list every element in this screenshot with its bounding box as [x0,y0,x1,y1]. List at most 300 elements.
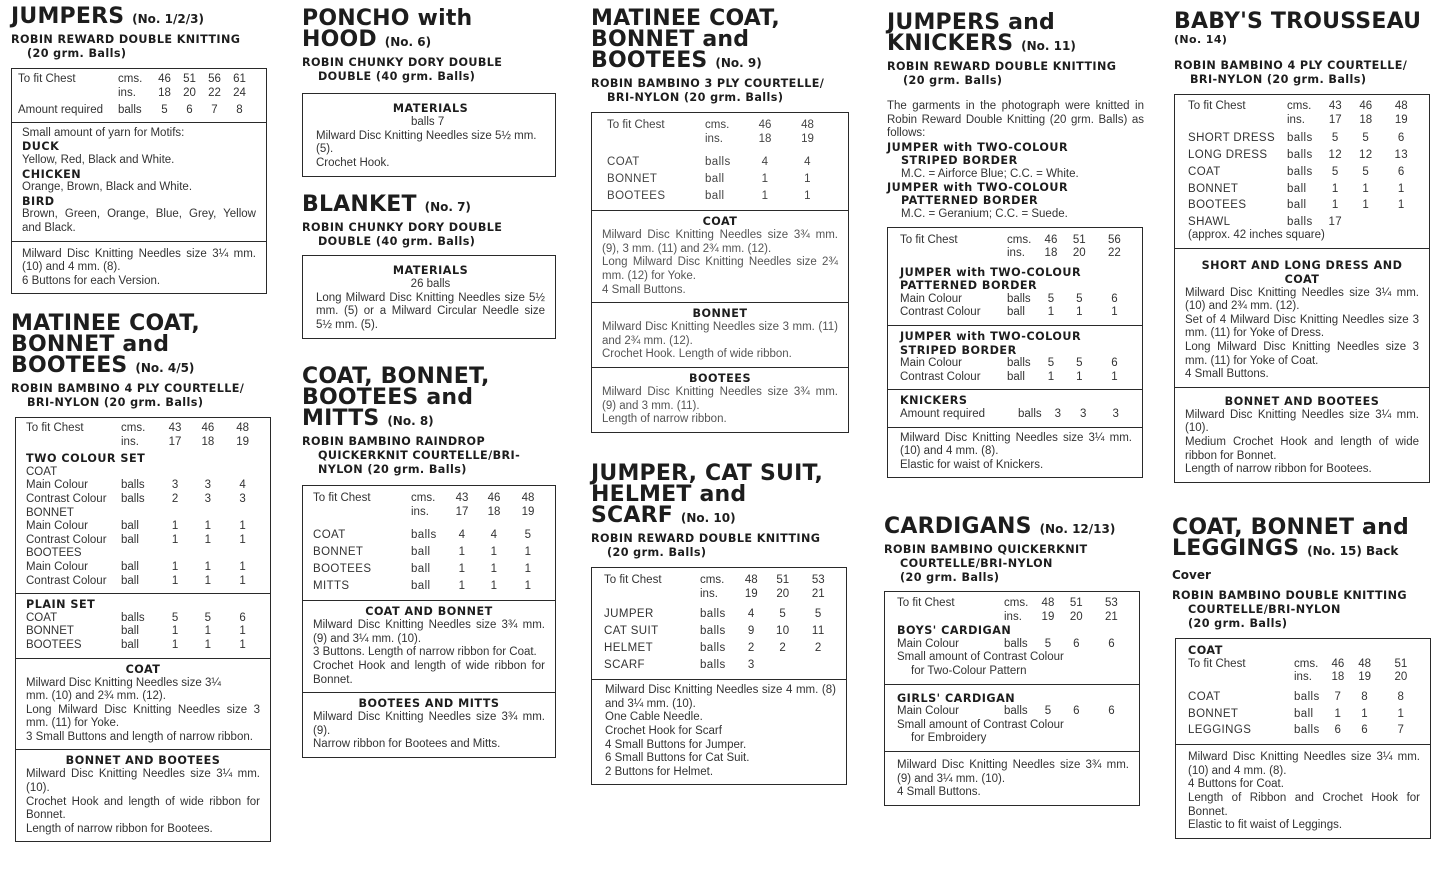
row-unit: balls [700,625,726,638]
pattern-coat-bonnet-mitts-8 [302,366,558,758]
row-unit: ball [121,638,139,651]
row-label: BONNET [313,546,364,559]
cell: 1 [171,574,179,587]
yarn-spec [1172,589,1434,631]
row-unit: balls [121,611,145,624]
row-unit: balls [1287,148,1313,161]
cell: 1 [1397,199,1405,212]
row-unit: balls [705,156,731,169]
table-row [18,104,260,118]
cell: 7 [1334,690,1342,703]
row-unit: balls [1007,357,1031,370]
yarn-spec [591,77,851,105]
bootees-mitts-materials [303,693,555,757]
pattern-number: (No. 1/2/3) [132,12,204,26]
girls-cardigan-table [885,685,1139,752]
dress-coat-materials [1175,249,1429,388]
row-label: Amount required [900,408,986,421]
row-label: COAT [1188,165,1221,178]
cell: 1 [204,574,212,587]
section-heading: COAT [1284,272,1320,286]
cell: 48 [744,574,758,586]
cell: 5 [524,529,532,542]
cell: 20 [1069,610,1083,623]
table-row [604,574,836,588]
table-row [26,625,260,639]
cell: 1 [171,638,179,651]
row-unit: ball [121,560,139,573]
requirements-box [887,227,1143,479]
cell: 48 [236,422,250,434]
table-row [900,371,1132,385]
row-unit: ball [1287,199,1307,212]
striped-border-table [888,326,1142,390]
plain-set-table [16,594,270,658]
section-heading: BOOTEES [688,371,752,385]
section-text: Milward Disc Knitting Needles size 3¾ mm. (9), 3 mm. (11) and 2¾ mm. (12). Long Milward Disc Knitting Needles size 2¾ mm. (12) for Yoke. 4 Small Buttons. [602,229,838,296]
yarn-line: BRI-NYLON (20 grm. Balls) [1190,73,1367,86]
cell: 46 [758,119,772,131]
cell: 6 [1397,165,1405,178]
table-row [1188,114,1419,128]
row-label: To fit Chest [897,597,955,609]
cell: 5 [1044,637,1052,650]
bonnet-bootees-materials [16,750,270,841]
pattern-number: (No. 8) [387,414,434,428]
cell: 18 [1359,113,1373,126]
row-label: BOOTEES [1188,199,1247,212]
pattern-title [302,8,558,53]
motif-colours: Brown, Green, Orange, Blue, Grey, Yellow and Black. [22,208,256,234]
row-label: To fit Chest [1188,100,1246,112]
pattern-jumpers-knickers-11 [887,12,1144,478]
cell: 7 [1397,724,1405,737]
row-label: To fit Chest [607,119,665,131]
table-row [26,534,260,548]
pattern-number: (No. 6) [384,35,432,49]
cell: 18 [758,132,772,145]
motif-section [12,123,266,242]
cell: 5 [1076,357,1083,370]
cell: 61 [233,73,246,85]
yarn-line: ROBIN CHUNKY DORY DOUBLE [302,56,503,69]
cell: 1 [239,638,246,651]
yarn-line: ROBIN BAMBINO 4 PLY COURTELLE/ [1174,59,1408,72]
row-label: LEGGINGS [1188,724,1252,737]
size-table [885,592,1139,685]
row-unit: ball [121,625,139,638]
row-unit: balls [1287,216,1313,229]
section-heading: BONNET [692,307,748,321]
table-row [1188,164,1419,181]
row-label: To fit Chest [1188,657,1246,670]
row-unit: ball [411,563,431,576]
title-text: PONCHO with [302,6,473,31]
title-text: MITTS [302,406,380,431]
garment-heading: BOYS' CARDIGAN [897,624,1012,638]
table-row [1188,197,1419,214]
title-text: BABY'S TROUSSEAU [1174,9,1422,34]
row-unit: cms. [1287,100,1312,112]
title-text: JUMPERS and [887,10,1055,35]
cell: 43 [1328,100,1342,112]
row-unit: balls [1287,165,1313,178]
title-text: BONNET and [591,27,750,52]
row-unit: ball [705,173,725,186]
table-row [26,422,260,436]
row-unit: balls [1004,637,1028,650]
section-heading: MATERIALS [392,102,469,115]
cell: 6 [1073,705,1080,718]
motif-heading: BIRD [22,194,55,208]
size-table [592,568,846,680]
row-unit: cms. [411,492,436,504]
materials-box [302,255,556,339]
row-unit: cms. [1294,657,1319,670]
cell: 4 [239,479,246,492]
table-row [1188,706,1420,723]
cell: 1 [804,190,811,203]
title-text: BLANKET [302,192,417,217]
size-table [12,69,266,123]
cell: 1 [1076,306,1083,319]
title-text: CARDIGANS [884,514,1032,539]
cell: 5 [1362,165,1370,178]
row-unit: balls [1018,408,1042,421]
row-label: Main Colour [897,637,959,650]
row-unit: ball [705,190,725,203]
pattern-matinee-coat-4-5 [11,313,271,842]
row-label: BONNET [607,173,658,186]
row-unit: balls [700,659,726,672]
cell: 56 [1108,233,1121,246]
row-label: Main Colour [26,520,88,533]
cell: 2 [779,642,787,655]
title-text: JUMPERS [11,4,125,29]
row-label: BONNET [26,506,74,519]
shawl-note: (approx. 42 inches square) [1188,228,1325,241]
pattern-jumpers-1-2-3 [11,6,267,294]
table-row [1188,130,1419,147]
cell: 19 [1358,671,1372,684]
cell: 5 [161,104,168,117]
cell: 1 [524,580,532,593]
row-label: SHAWL [1188,216,1231,229]
cell: 5 [204,611,212,624]
requirements-box [302,485,556,758]
pattern-number: (No. 4/5) [135,361,195,375]
title-text: JUMPER, CAT SUIT, [591,461,824,486]
table-row [604,588,836,602]
row-label: Main Colour [900,357,962,370]
cell: 1 [1331,182,1339,195]
yarn-line: COURTELLE/BRI-NYLON [1188,603,1341,616]
pattern-number: (No. 7) [424,200,471,214]
cell: 48 [1394,100,1408,112]
cell: 1 [1362,182,1370,195]
section-heading: BOOTEES AND MITTS [358,697,500,711]
cell: 46 [1331,657,1345,670]
cell: 12 [1328,148,1343,161]
yarn-line: ROBIN BAMBINO QUICKERKNIT [884,543,1088,556]
garment-heading: PATTERNED BORDER [901,194,1039,207]
yarn-line: BRI-NYLON (20 grm. Balls) [607,91,784,104]
set-heading: PLAIN SET [26,598,96,612]
cell: 5 [1047,357,1055,370]
title-text: BOOTEES and [302,385,474,410]
cell: 5 [1331,165,1339,178]
table-row [26,479,260,493]
pattern-title [1174,11,1432,32]
row-unit: ins. [705,132,723,145]
cell: 19 [236,435,250,448]
row-unit: ins. [700,587,718,600]
pattern-title [302,194,558,218]
yarn-line: (20 grm. Balls) [1188,617,1288,630]
cell: 2 [814,642,822,655]
title-text: LEGGINGS [1172,536,1300,561]
garment-heading: COAT [1188,644,1223,657]
row-unit: ball [411,546,431,559]
materials-text: Milward Disc Knitting Needles size 3¼ mm. (10) and 4 mm. (8). 4 Buttons for Coat. Length of Ribbon and Crochet Hook for Bonnet. Elastic to fit waist of Leggings. [1188,751,1420,832]
section-text: Milward Disc Knitting Needles size 3¾ mm. (9). Narrow ribbon for Bootees and Mitts. [313,711,545,751]
yarn-line: (20 grm. Balls) [27,47,127,60]
cell: 1 [239,533,246,546]
cell: 6 [1397,132,1405,145]
cell: 7 [211,104,218,117]
table-row [313,506,545,520]
title-text: COAT, BONNET, [302,364,490,389]
table-row [26,493,260,507]
cell [801,657,836,674]
row-unit: ball [121,520,139,533]
table-row [26,612,260,626]
row-label: Amount required [18,104,104,117]
cell: 46 [487,492,501,504]
cell: 5 [814,608,822,621]
cell [1384,214,1419,231]
row-label: Main Colour [26,479,88,492]
cell: 1 [524,546,532,559]
cell: 1 [1334,707,1342,720]
cell: 1 [204,520,212,533]
cell: 1 [490,546,498,559]
row-label: CAT SUIT [604,625,659,638]
cell: 56 [208,73,221,85]
materials-balls: balls 7 [411,116,445,128]
cell: 5 [1362,132,1370,145]
materials-balls: 26 balls [410,278,451,290]
table-row [26,436,260,450]
table-row [26,507,260,521]
pattern-title [1172,517,1434,586]
row-label: HELMET [604,642,654,655]
cell: 6 [186,104,193,117]
size-table [592,113,848,211]
materials-text: Milward Disc Knitting Needles size 4 mm. (8) and 3¼ mm. (10). One Cable Needle. Crochet Hook for Scarf 4 Small Buttons for Jumper. 6 Small Buttons for Cat Suit. 2 Buttons for Helmet. [605,684,836,778]
row-unit: balls [1294,690,1320,703]
table-row [607,154,838,171]
pattern-title [302,366,558,432]
cell: 5 [1076,292,1083,305]
yarn-spec [1174,59,1432,87]
cell: 1 [761,190,769,203]
row-label: To fit Chest [26,422,84,434]
title-text: BOOTEES [591,48,708,73]
materials-text: Milward Disc Knitting Needles size 3¼ mm. (10) and 4 mm. (8). Elastic for waist of Knickers. [900,431,1132,471]
section-heading: SHORT AND LONG DRESS AND [1201,258,1403,272]
row-unit: balls [411,529,437,542]
yarn-line: QUICKERKNIT COURTELLE/BRI- [318,449,521,462]
colour-spec: M.C. = Geranium; C.C. = Suede. [901,208,1068,220]
pattern-matinee-coat-9 [591,8,851,433]
row-label: COAT [313,529,346,542]
section-text: Milward Disc Knitting Needles size 3 mm. (11) and 2¾ mm. (12). Crochet Hook. Length of wide ribbon. [602,321,838,361]
cell: 6 [1108,705,1115,718]
table-row [26,575,260,589]
row-unit: ball [1007,370,1025,383]
title-text: HOOD [302,27,377,52]
row-label [313,506,411,520]
intro-text: The garments in the photograph were knitted in Robin Reward Double Knitting (20 grm. Balls) as follows: [887,100,1144,139]
cell: 53 [1105,597,1118,609]
yarn-line: ROBIN BAMBINO RAINDROP [302,435,486,448]
cell: 18 [487,505,501,518]
pattern-title [887,12,1144,57]
garment-heading: KNICKERS [900,394,968,408]
table-row [604,640,836,657]
cell: 53 [811,574,825,586]
motif-colours: Yellow, Red, Black and White. [22,153,175,166]
size-table [1175,95,1429,249]
cell: 19 [744,587,758,600]
pattern-title [884,516,1142,540]
row-label: BONNET [1188,707,1239,720]
row-unit: balls [121,492,145,505]
row-label: BONNET [26,625,74,638]
cell: 5 [171,611,179,624]
yarn-spec [591,532,851,560]
cell: 3 [1079,408,1087,421]
yarn-line: DOUBLE (40 grm. Balls) [318,235,476,248]
row-label: SCARF [604,659,645,672]
table-row [1188,671,1420,685]
yarn-spec [302,435,558,477]
section-heading: BONNET AND BOOTEES [1224,394,1380,408]
table-row [900,408,1132,422]
table-row [1188,658,1420,672]
cell: 1 [171,520,179,533]
materials-text: Milward Disc Knitting Needles size 3¾ mm. (9) and 3¼ mm. (10). 4 Small Buttons. [897,758,1129,799]
materials-section [303,256,555,338]
cell: 43 [168,422,182,434]
yarn-line: ROBIN REWARD DOUBLE KNITTING [591,532,821,545]
cell: 1 [458,546,466,559]
row-label [1188,671,1294,685]
pattern-poncho-6 [302,8,558,177]
table-row [26,547,260,561]
yarn-line: ROBIN BAMBINO 3 PLY COURTELLE/ [591,77,825,90]
pattern-coat-bonnet-leggings-15 [1172,517,1434,839]
table-row [1188,722,1420,739]
cell: 8 [1361,690,1369,703]
cell: 17 [455,505,469,518]
cell: 8 [1397,690,1405,703]
coat-bonnet-materials [303,601,555,693]
table-row [897,611,1129,625]
pattern-number: (No. 11) [1021,39,1076,53]
size-table [1176,639,1430,745]
row-unit: balls [700,608,726,621]
pattern-jumper-cat-suit-10 [591,463,851,785]
cell: 3 [747,659,755,672]
pattern-number: (No. 9) [715,56,762,70]
yarn-line: (20 grm. Balls) [607,546,707,559]
cell: 51 [1394,657,1408,670]
section-heading: COAT AND BONNET [365,605,493,619]
requirements-box [1175,638,1431,839]
row-label [900,247,1007,261]
cell: 20 [1072,247,1086,260]
cell: 51 [1072,233,1086,246]
cell: 51 [1069,597,1083,609]
table-row [26,639,260,653]
title-text: BONNET and [11,332,170,357]
yarn-line: ROBIN BAMBINO 4 PLY COURTELLE/ [11,382,245,395]
motif-colours: Orange, Brown, Black and White. [22,181,193,194]
yarn-line: (20 grm. Balls) [900,571,1000,584]
cell: 1 [1397,182,1405,195]
section-text: Milward Disc Knitting Needles size 3¾ mm. (9) and 3¼ mm. (10). 3 Buttons. Length of narrow ribbon for Coat. Crochet Hook and length of wide ribbon for Bonnet. [313,619,545,686]
cell: 6 [1108,637,1115,650]
cell: 3 [239,492,246,505]
table-row [900,357,1132,371]
cell: 48 [1041,597,1055,609]
section-text: Milward Disc Knitting Needles size 3¾ mm. (9) and 3 mm. (11). Length of narrow ribbon. [602,385,838,426]
cell [765,657,800,674]
cell: 1 [171,533,179,546]
cell: 12 [1359,148,1373,161]
yarn-spec [884,543,1142,585]
garment-heading: JUMPER with TWO-COLOUR [900,330,1082,344]
cell: 1 [804,173,811,186]
size-table [16,418,270,594]
cell: 19 [521,505,535,518]
cell: 4 [458,529,466,542]
pattern-title [11,6,267,30]
row-unit: cms. [705,119,730,131]
yarn-line: NYLON (20 grm. Balls) [318,463,467,476]
yarn-line: ROBIN BAMBINO DOUBLE KNITTING [1172,589,1407,602]
size-table [888,228,1142,327]
row-label: Contrast Colour [26,492,107,505]
row-unit: ins. [411,505,429,518]
cell: 19 [1394,113,1408,126]
table-row [604,606,836,623]
cell: 46 [201,422,215,434]
title-text: KNICKERS [887,31,1014,56]
title-text: BOOTEES [11,353,128,378]
title-text: MATINEE COAT, [11,311,200,336]
table-row [313,561,545,578]
cell: 17 [1328,113,1342,126]
row-label: BOOTEES [607,190,666,203]
table-row [900,234,1132,248]
row-label [604,588,700,602]
row-unit: ins. [1007,247,1025,260]
row-label: MITTS [313,580,350,593]
cell: 1 [458,563,466,576]
